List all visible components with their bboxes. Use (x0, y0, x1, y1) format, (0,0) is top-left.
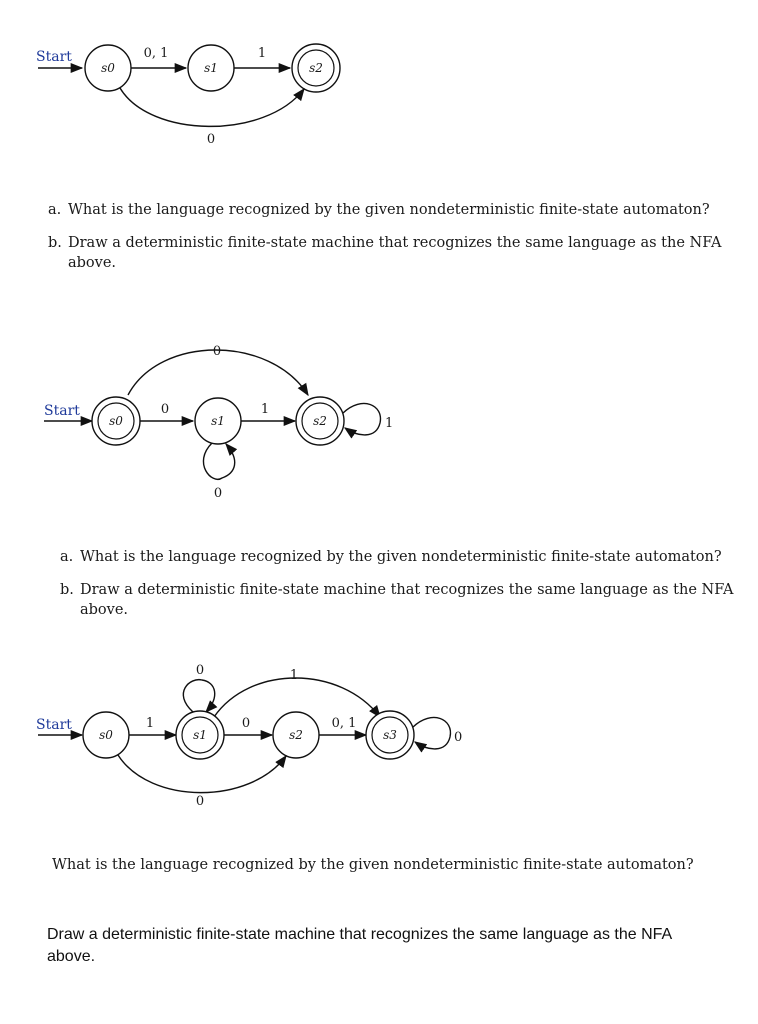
state-label-s1: s1 (193, 728, 207, 742)
edge-label-s2-s3: 0, 1 (331, 716, 357, 731)
nfa-diagram-2 (0, 335, 758, 505)
question-1a-text: What is the language recognized by the given nondeterministic finite-state automaton? (68, 202, 710, 218)
state-label-s0: s0 (99, 728, 113, 742)
edge-label-s2-self: 1 (385, 416, 394, 431)
state-label-s0: s0 (109, 414, 123, 428)
question-1b (48, 233, 738, 273)
edge-label-s1-s2: 1 (257, 46, 267, 61)
edge-label-s0-s2: 0 (206, 132, 216, 147)
edge-label-s1-s2: 1 (260, 402, 270, 417)
edge-label-s0-s2: 0 (195, 794, 205, 809)
edge-label-s1-s3: 1 (289, 668, 299, 683)
question-2b (60, 580, 740, 620)
state-label-s2: s2 (313, 414, 327, 428)
edge-s0-s2 (120, 88, 304, 126)
edge-label-s0-s2: 0 (212, 344, 222, 359)
draw-dfa-instruction: Draw a deterministic finite-state machine that recognizes the same language as the NFA above. (47, 926, 672, 965)
edge-label-s0-s1: 1 (145, 716, 155, 731)
start-label: Start (36, 49, 72, 65)
question-1a-label: a. (48, 202, 62, 218)
state-label-s2: s2 (289, 728, 303, 742)
question-1b-text-line2: above. (68, 255, 117, 271)
edge-s3-self-loop (413, 718, 450, 749)
question-1b-label: b. (48, 235, 62, 251)
edge-label-s1-self: 0 (213, 486, 223, 501)
question-1b-text-line1: Draw a deterministic finite-state machine that recognizes the same language as the NFA (68, 235, 722, 251)
question-2a (60, 547, 740, 567)
edge-s1-self-loop (183, 680, 214, 712)
edge-label-s1-s2: 0 (241, 716, 251, 731)
edge-s0-s2-curve (118, 755, 286, 793)
question-2b-text-line2: above. (80, 602, 129, 618)
edge-label-s1-self: 0 (195, 663, 205, 678)
question-1a (48, 200, 728, 220)
question-3-text: What is the language recognized by the given nondeterministic finite-state automaton? (52, 857, 694, 873)
nfa-diagram-3 (0, 655, 758, 815)
start-label: Start (36, 717, 72, 733)
question-3 (52, 855, 742, 875)
state-label-s1: s1 (211, 414, 225, 428)
state-label-s3: s3 (383, 728, 397, 742)
nfa-diagram-1 (0, 30, 758, 155)
question-2b-label: b. (60, 582, 74, 598)
edge-s2-self-loop (343, 404, 380, 435)
state-label-s1: s1 (204, 61, 218, 75)
question-2b-text-line1: Draw a deterministic finite-state machine that recognizes the same language as the NFA (80, 582, 734, 598)
state-label-s0: s0 (101, 61, 115, 75)
start-label: Start (44, 403, 80, 419)
edge-s1-self-loop (203, 443, 234, 479)
state-label-s2: s2 (309, 61, 323, 75)
edge-label-s3-self: 0 (454, 730, 463, 745)
edge-label-s0-s1: 0, 1 (143, 46, 169, 61)
edge-label-s0-s1: 0 (160, 402, 170, 417)
question-2a-text: What is the language recognized by the given nondeterministic finite-state automaton? (80, 549, 722, 565)
question-2a-label: a. (60, 549, 74, 565)
edge-s1-s3-curve (214, 678, 380, 717)
